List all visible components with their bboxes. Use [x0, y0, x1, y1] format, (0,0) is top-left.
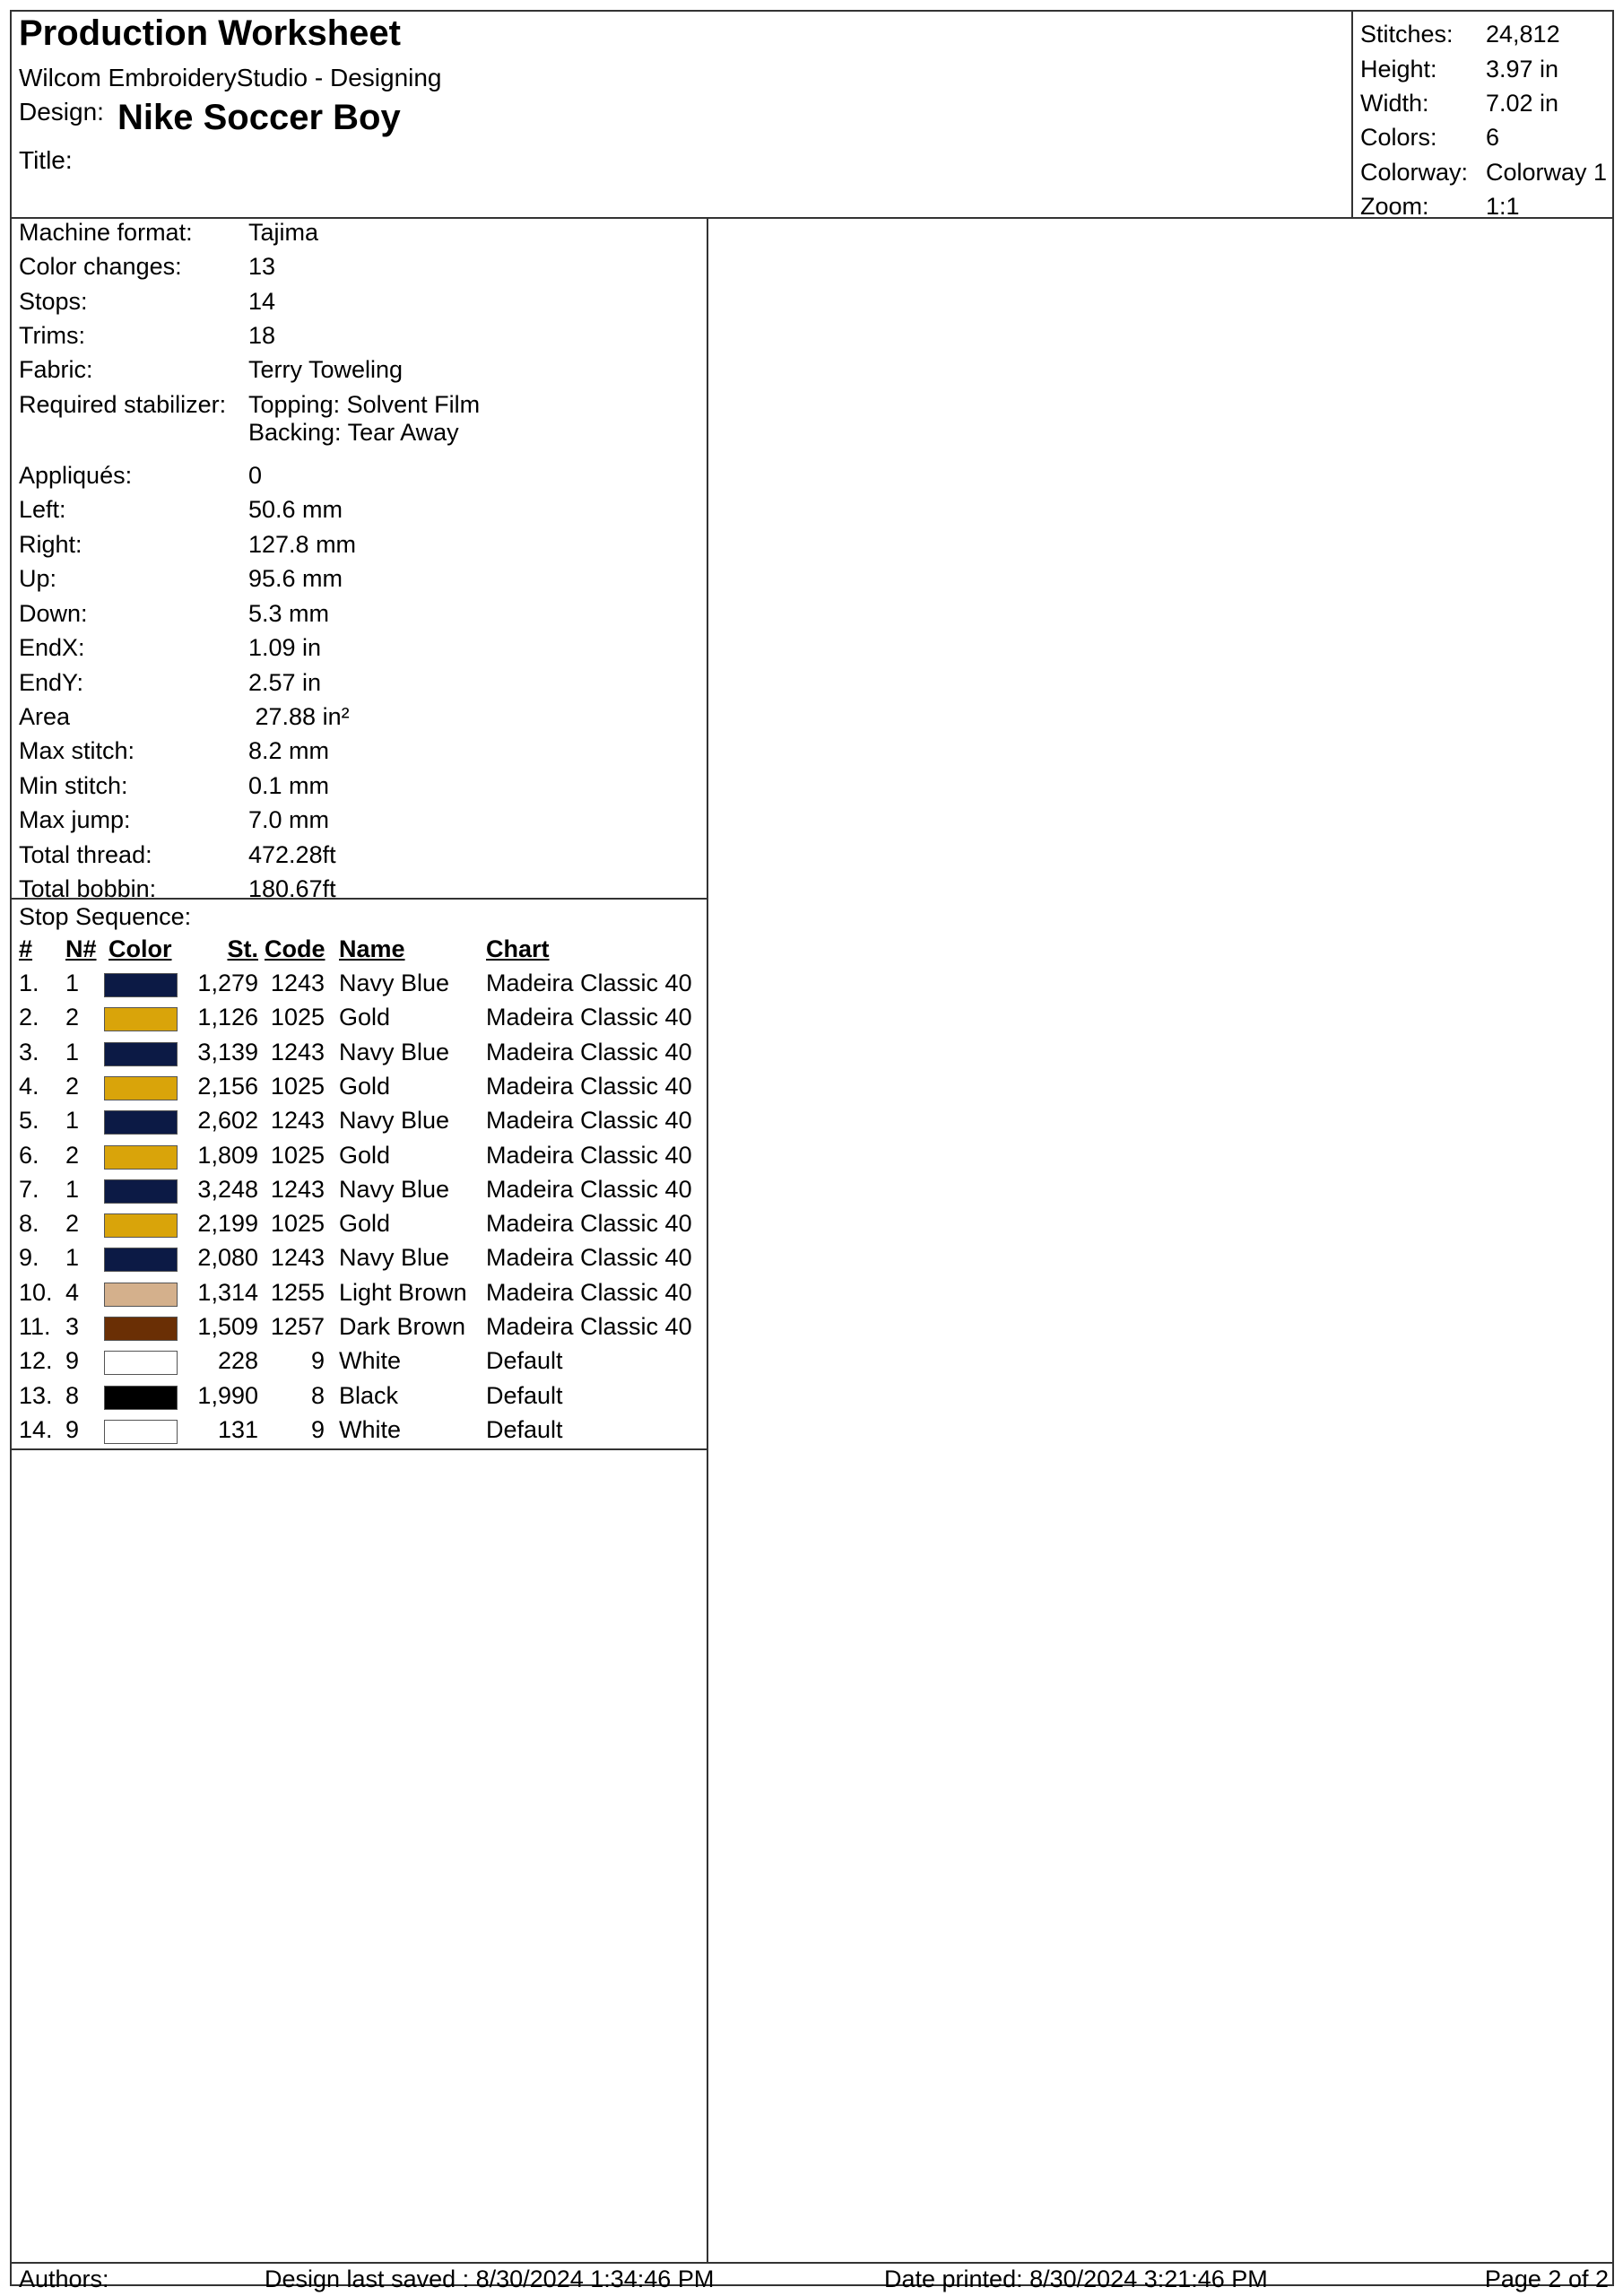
stitch-count: 1,809 [197, 1141, 258, 1169]
color-swatch [104, 1317, 178, 1341]
needle-number: 2 [65, 1141, 80, 1169]
thread-chart: Madeira Classic 40 [486, 1072, 692, 1100]
color-swatch [104, 1248, 178, 1272]
row-number: 10. [19, 1278, 53, 1306]
stitch-count: 2,602 [197, 1107, 258, 1135]
footer-date-printed: Date printed: 8/30/2024 3:21:46 PM [884, 2266, 1268, 2292]
color-swatch [104, 1420, 178, 1444]
thread-chart: Madeira Classic 40 [486, 1141, 692, 1169]
stitch-count: 1,314 [197, 1278, 258, 1306]
thread-name: Black [339, 1381, 399, 1409]
table-row [12, 1210, 707, 1244]
thread-code: 1025 [270, 1072, 325, 1100]
color-swatch [104, 973, 178, 997]
needle-number: 9 [65, 1415, 80, 1443]
row-number: 12. [19, 1347, 53, 1375]
color-swatch [104, 1283, 178, 1307]
thread-chart: Madeira Classic 40 [486, 1244, 692, 1272]
thread-code: 1257 [270, 1313, 325, 1340]
color-swatch [104, 1179, 178, 1204]
thread-name: Gold [339, 1210, 391, 1238]
column-header-name: Name [339, 935, 405, 962]
thread-code: 1243 [270, 1107, 325, 1135]
column-header-chart: Chart [486, 935, 550, 962]
color-swatch [104, 1386, 178, 1410]
worksheet-header [12, 12, 1612, 219]
stitch-count: 3,248 [197, 1175, 258, 1203]
thread-name: White [339, 1415, 402, 1443]
table-row [12, 1142, 707, 1176]
column-header-code: Code [265, 935, 325, 962]
color-swatch [104, 1007, 178, 1031]
thread-chart: Madeira Classic 40 [486, 1278, 692, 1306]
table-row [12, 970, 707, 1004]
needle-number: 2 [65, 1210, 80, 1238]
thread-chart: Madeira Classic 40 [486, 1210, 692, 1238]
row-number: 2. [19, 1004, 39, 1031]
needle-number: 9 [65, 1347, 80, 1375]
design-name: Nike Soccer Boy [117, 98, 401, 137]
row-number: 11. [19, 1313, 51, 1340]
stitch-count: 2,080 [197, 1244, 258, 1272]
stop-sequence [12, 900, 707, 1450]
worksheet-footer [12, 2262, 1612, 2292]
stitch-count: 1,990 [197, 1381, 258, 1409]
thread-name: Navy Blue [339, 1107, 450, 1135]
table-row [12, 1176, 707, 1210]
needle-number: 4 [65, 1278, 80, 1306]
thread-code: 9 [310, 1347, 325, 1375]
needle-number: 3 [65, 1313, 80, 1340]
table-row [12, 1313, 707, 1347]
thread-code: 1025 [270, 1004, 325, 1031]
stitch-count: 2,199 [197, 1210, 258, 1238]
thread-name: Gold [339, 1141, 391, 1169]
stop-sequence-title: Stop Sequence: [19, 903, 192, 930]
thread-chart: Madeira Classic 40 [486, 1107, 692, 1135]
stitch-count: 131 [217, 1415, 258, 1443]
thread-chart: Default [486, 1347, 563, 1375]
needle-number: 1 [65, 970, 80, 996]
needle-number: 1 [65, 1175, 80, 1203]
column-header-color: Color [108, 935, 172, 962]
table-row [12, 1416, 707, 1450]
row-number: 4. [19, 1072, 39, 1100]
stitch-count: 228 [217, 1347, 258, 1375]
table-row [12, 1279, 707, 1313]
title-label: Title: [19, 146, 73, 174]
thread-name: White [339, 1347, 402, 1375]
thread-code: 1243 [270, 1175, 325, 1203]
needle-number: 2 [65, 1004, 80, 1031]
design-summary: Stitches: 24,812 Height: 3.97 in Width: 7.02 in Colors: 6 Colorway: Colorway 1 Zoom: 1:1 [1351, 10, 1614, 217]
needle-number: 1 [65, 1244, 80, 1272]
column-header-needle: N# [65, 935, 97, 962]
row-number: 9. [19, 1244, 39, 1272]
thread-code: 1255 [270, 1278, 325, 1306]
thread-code: 1243 [270, 970, 325, 996]
color-swatch [104, 1213, 178, 1238]
table-row [12, 1347, 707, 1381]
table-row [12, 1107, 707, 1141]
left-panel [12, 217, 708, 2262]
table-row [12, 1039, 707, 1073]
thread-code: 1025 [270, 1210, 325, 1238]
footer-last-saved: Design last saved : 8/30/2024 1:34:46 PM [265, 2266, 715, 2292]
row-number: 7. [19, 1175, 39, 1203]
thread-name: Gold [339, 1004, 391, 1031]
needle-number: 2 [65, 1072, 80, 1100]
color-swatch [104, 1042, 178, 1066]
needle-number: 1 [65, 1038, 80, 1065]
thread-chart: Madeira Classic 40 [486, 1038, 692, 1065]
thread-code: 1243 [270, 1244, 325, 1272]
row-number: 8. [19, 1210, 39, 1238]
thread-name: Navy Blue [339, 970, 450, 996]
thread-code: 1243 [270, 1038, 325, 1065]
thread-name: Light Brown [339, 1278, 467, 1306]
worksheet-title: Production Worksheet [19, 13, 401, 53]
design-label: Design: [19, 98, 104, 126]
color-swatch [104, 1110, 178, 1135]
stitch-count: 2,156 [197, 1072, 258, 1100]
table-row [12, 1382, 707, 1416]
thread-chart: Madeira Classic 40 [486, 1313, 692, 1340]
footer-authors: Authors: [19, 2266, 109, 2292]
machine-info: Machine format: Tajima Color changes: 13 Stops: 14 Trims: 18 Fabric: Terry Toweling Required stabilizer: Topping: Solvent Film Backing: Tear Away Appliqués: 0 Left: 50.6 mm Right: 127.8 mm Up: 95.6 mm Down: 5.3 mm EndX: 1.09 in EndY: 2.57 in Area 27.88 in² Max stitch: 8.2 mm Min stitch: 0.1 mm Max jump: 7.0 mm Total thread: 472.28ft Total bobbin: 180.67ft [12, 217, 707, 900]
row-number: 14. [19, 1415, 53, 1443]
column-header-stitches: St. [227, 935, 258, 962]
table-row [12, 1004, 707, 1038]
color-swatch [104, 1145, 178, 1170]
stitch-count: 3,139 [197, 1038, 258, 1065]
row-number: 1. [19, 970, 39, 996]
production-worksheet [10, 10, 1614, 2292]
stitch-count: 1,509 [197, 1313, 258, 1340]
row-number: 13. [19, 1381, 53, 1409]
stitch-count: 1,279 [197, 970, 258, 996]
thread-code: 8 [310, 1381, 325, 1409]
row-number: 6. [19, 1141, 39, 1169]
application-name: Wilcom EmbroideryStudio - Designing [19, 64, 442, 91]
table-row [12, 1244, 707, 1278]
row-number: 3. [19, 1038, 39, 1065]
column-header-number: # [19, 935, 33, 962]
thread-name: Dark Brown [339, 1313, 466, 1340]
color-swatch [104, 1076, 178, 1100]
thread-chart: Default [486, 1381, 563, 1409]
footer-page-number: Page 2 of 2 [1484, 2266, 1609, 2292]
color-swatch [104, 1351, 178, 1375]
table-row [12, 1073, 707, 1107]
thread-chart: Madeira Classic 40 [486, 1004, 692, 1031]
stitch-count: 1,126 [197, 1004, 258, 1031]
row-number: 5. [19, 1107, 39, 1135]
thread-name: Navy Blue [339, 1175, 450, 1203]
thread-name: Navy Blue [339, 1244, 450, 1272]
thread-name: Navy Blue [339, 1038, 450, 1065]
thread-code: 1025 [270, 1141, 325, 1169]
thread-chart: Default [486, 1415, 563, 1443]
needle-number: 8 [65, 1381, 80, 1409]
thread-code: 9 [310, 1415, 325, 1443]
thread-chart: Madeira Classic 40 [486, 1175, 692, 1203]
thread-chart: Madeira Classic 40 [486, 970, 692, 996]
thread-name: Gold [339, 1072, 391, 1100]
needle-number: 1 [65, 1107, 80, 1135]
